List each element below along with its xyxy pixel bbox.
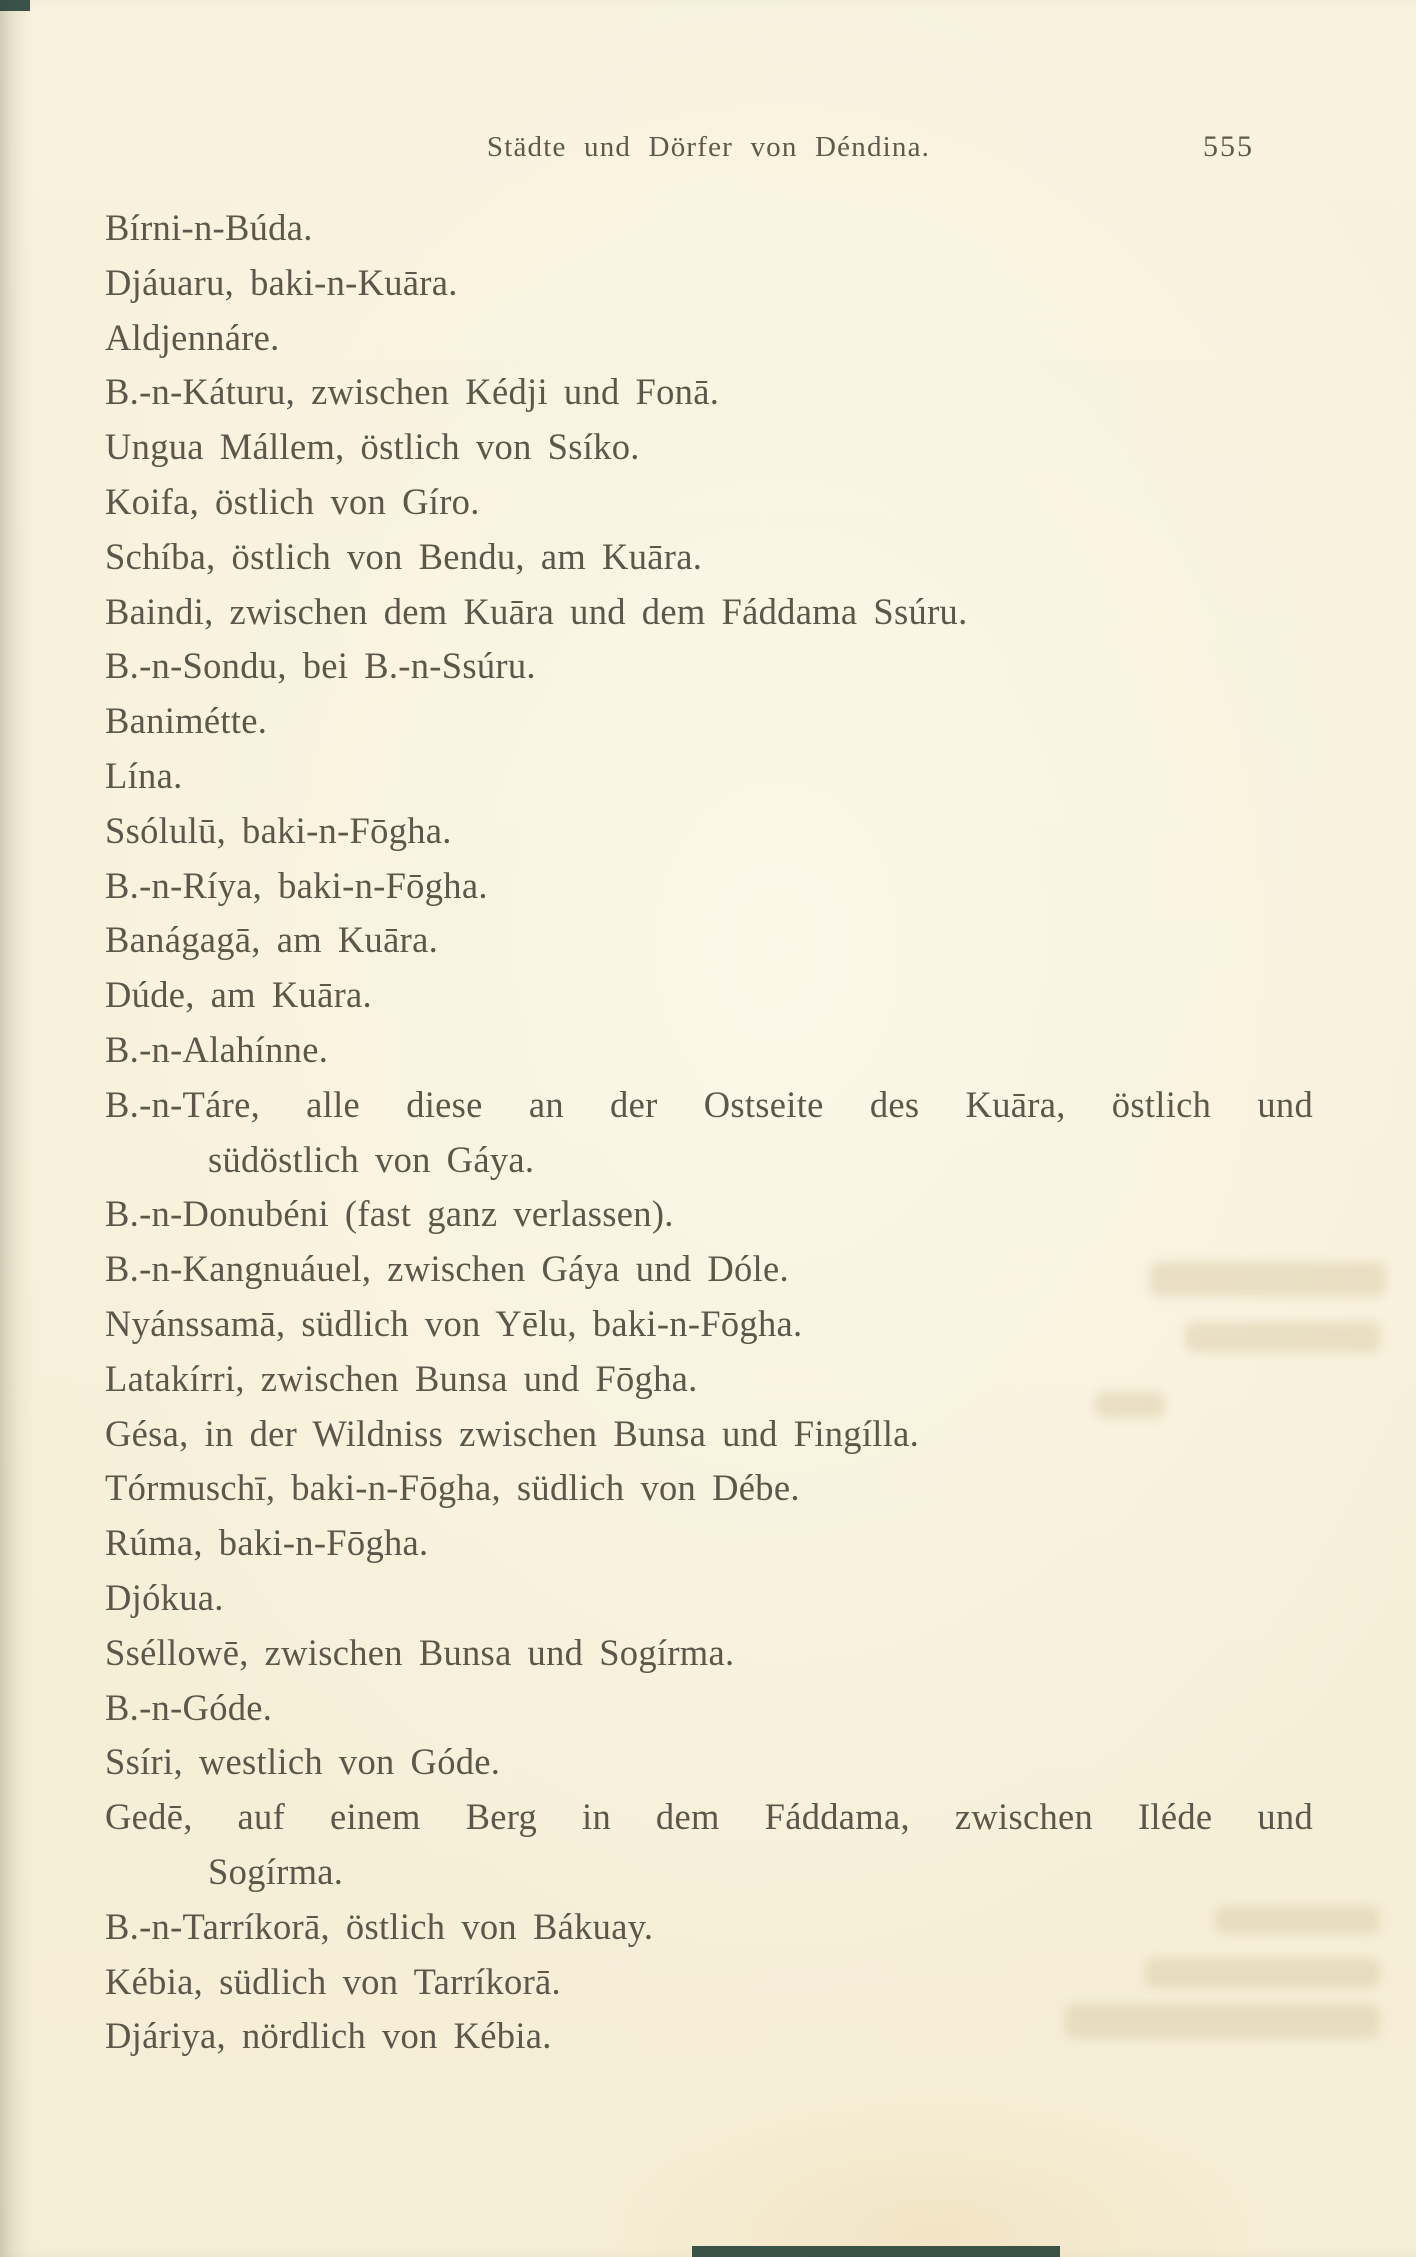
list-line: Djáuaru, baki-n-Kuāra. [105,261,458,303]
list-line: Nyánssamā, südlich von Yēlu, baki-n-Fōgha. [105,1302,803,1344]
list-line: Kébia, südlich von Tarríkorā. [105,1960,561,2002]
list-line: Lína. [105,754,183,796]
list-line: Dúde, am Kuāra. [105,974,372,1016]
list-line: Gedē, auf einem Berg in dem Fáddama, zwischen Iléde und [105,1796,1313,1838]
running-title: Städte und Dörfer von Déndina. [486,131,931,163]
page-number: 555 [1203,130,1254,163]
list-line: Rúma, baki-n-Fōgha. [105,1522,429,1564]
list-line: B.-n-Káturu, zwischen Kédji und Fonā. [105,371,720,413]
list-line: B.-n-Ríya, baki-n-Fōgha. [105,864,488,906]
list-line: südöstlich von Gáya. [208,1138,535,1180]
list-line: Tórmuschī, baki-n-Fōgha, südlich von Débe. [105,1467,800,1509]
list-line: B.-n-Donubéni (fast ganz verlassen). [105,1193,674,1235]
list-line: Baindi, zwischen dem Kuāra und dem Fáddama Ssúru. [105,590,968,632]
list-line: Aldjennáre. [105,316,280,358]
list-line: Ssíri, westlich von Góde. [105,1741,501,1783]
list-line: B.-n-Sondu, bei B.-n-Ssúru. [105,645,536,687]
list-line: B.-n-Kangnuáuel, zwischen Gáya und Dóle. [105,1248,789,1290]
list-line: B.-n-Góde. [105,1686,273,1728]
list-line: B.-n-Tarríkorā, östlich von Bákuay. [105,1905,654,1947]
list-line: Sséllowē, zwischen Bunsa und Sogírma. [105,1631,735,1673]
list-line: Ssólulū, baki-n-Fōgha. [105,809,452,851]
list-line: Schíba, östlich von Bendu, am Kuāra. [105,535,703,577]
list-line: Sogírma. [208,1850,344,1892]
page-header [105,131,1312,173]
list-line: B.-n-Alahínne. [105,1028,329,1070]
scan-artifact [0,0,30,11]
place-list [105,201,1313,2064]
list-line: Djáriya, nördlich von Kébia. [105,2015,552,2057]
list-line: Ungua Mállem, östlich von Ssíko. [105,426,640,468]
list-line: Bírni-n-Búda. [105,207,313,248]
list-line: Banágagā, am Kuāra. [105,919,438,961]
list-line: Koifa, östlich von Gíro. [105,480,480,522]
list-line: Latakírri, zwischen Bunsa und Fōgha. [105,1357,698,1399]
list-line: B.-n-Táre, alle diese an der Ostseite des Kuāra, östlich und [105,1083,1313,1125]
list-line: Gésa, in der Wildniss zwischen Bunsa und Fingílla. [105,1412,920,1454]
list-line: Djókua. [105,1576,224,1618]
scan-artifact [692,2246,1060,2257]
list-line: Banimétte. [105,700,268,742]
